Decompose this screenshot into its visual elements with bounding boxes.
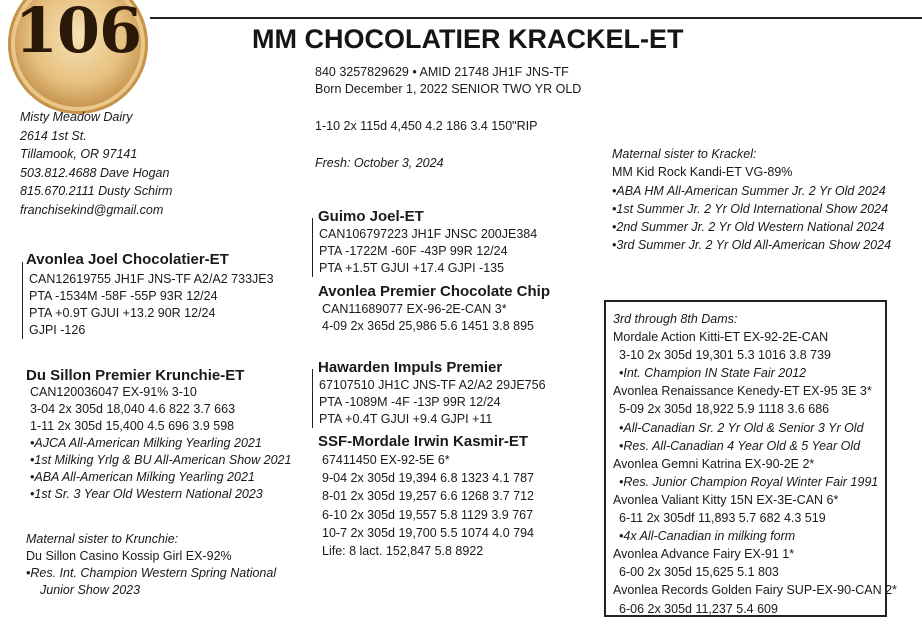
dam-sire-line-3: PTA +0.4T GJUI +9.4 GJPI +11 bbox=[319, 412, 493, 426]
dam5-name: Avonlea Gemni Katrina EX-90-2E 2* bbox=[613, 456, 815, 471]
sire-line-2: PTA -1534M -58F -55P 93R 12/24 bbox=[29, 289, 218, 303]
maternal-krackel-honor-3: •2nd Summer Jr. 2 Yr Old Western National 2024 bbox=[612, 220, 885, 235]
dam-sire-name: Hawarden Impuls Premier bbox=[318, 359, 503, 376]
dam3-line-2: •Int. Champion IN State Fair 2012 bbox=[619, 366, 807, 381]
dam8-name: Avonlea Records Golden Fairy SUP-EX-90-CAN 2* bbox=[613, 583, 897, 598]
dam-sire-line-2: PTA -1089M -4F -13P 99R 12/24 bbox=[319, 395, 501, 409]
sire-line-3: PTA +0.9T GJUI +13.2 90R 12/24 bbox=[29, 306, 216, 320]
dam-line-3: 1-11 2x 305d 15,400 4.5 696 3.9 598 bbox=[30, 419, 235, 433]
dam-name: Du Sillon Premier Krunchie-ET bbox=[26, 367, 245, 384]
dam-line-1: CAN120036047 EX-91% 3-10 bbox=[30, 385, 197, 399]
sire-dam-name: Avonlea Premier Chocolate Chip bbox=[318, 283, 551, 300]
sire-sire-name: Guimo Joel-ET bbox=[318, 208, 424, 225]
dam5-line-1: •Res. Junior Champion Royal Winter Fair 1991 bbox=[619, 474, 879, 489]
sire-sire-details bbox=[312, 218, 537, 277]
dam-dam-line-1: 67411450 EX-92-5E 6* bbox=[322, 453, 450, 467]
maternal-krackel-name: MM Kid Rock Kandi-ET VG-89% bbox=[612, 165, 793, 180]
sire-dam-line-1: CAN11689077 EX-96-2E-CAN 3* bbox=[322, 302, 507, 316]
dam-dam-line-5: 10-7 2x 305d 19,700 5.5 1074 4.0 794 bbox=[322, 525, 534, 540]
dam-honor-1: •AJCA All-American Milking Yearling 2021 bbox=[30, 436, 262, 450]
header-rule bbox=[150, 17, 922, 19]
consignor-phone-2: 815.670.2111 Dusty Schirm bbox=[20, 184, 173, 199]
id-line: 840 3257829629 • AMID 21748 JH1F JNS-TF bbox=[315, 65, 569, 79]
dam8-line-1: 6-06 2x 305d 11,237 5.4 609 bbox=[619, 601, 778, 616]
dam-dam-line-2: 9-04 2x 305d 19,394 6.8 1323 4.1 787 bbox=[322, 471, 534, 486]
sire-line-4: GJPI -126 bbox=[29, 323, 86, 337]
dam-dam-details bbox=[322, 451, 534, 560]
page-title: MM CHOCOLATIER KRACKEL-ET bbox=[252, 24, 684, 54]
dams-box-label: 3rd through 8th Dams: bbox=[613, 312, 738, 326]
dam3-line-1: 3-10 2x 305d 19,301 5.3 1016 3.8 739 bbox=[619, 348, 831, 363]
dam4-line-1: 5-09 2x 305d 18,922 5.9 1118 3.6 686 bbox=[619, 402, 830, 417]
dams-box-content bbox=[613, 310, 897, 618]
dam4-name: Avonlea Renaissance Kenedy-ET EX-95 3E 3* bbox=[613, 384, 872, 399]
dam-sire-line-1: 67107510 JH1C JNS-TF A2/A2 29JE756 bbox=[319, 378, 546, 392]
consignor-block bbox=[20, 108, 172, 220]
dam-dam-line-3: 8-01 2x 305d 19,257 6.6 1268 3.7 712 bbox=[322, 489, 534, 504]
record-line: 1-10 2x 115d 4,450 4.2 186 3.4 150"RIP bbox=[315, 119, 538, 133]
sire-sire-line-2: PTA -1722M -60F -43P 99R 12/24 bbox=[319, 244, 508, 258]
maternal-krackel-honor-2: •1st Summer Jr. 2 Yr Old International Show 2024 bbox=[612, 201, 889, 216]
dam-honor-3: •ABA All-American Milking Yearling 2021 bbox=[30, 470, 255, 484]
fresh-line: Fresh: October 3, 2024 bbox=[315, 156, 444, 170]
sire-line-1: CAN12619755 JH1F JNS-TF A2/A2 733JE3 bbox=[29, 272, 274, 286]
dam-honor-2: •1st Milking Yrlg & BU All-American Show 2021 bbox=[30, 453, 292, 467]
consignor-street: 2614 1st St. bbox=[20, 128, 87, 143]
dam7-name: Avonlea Advance Fairy EX-91 1* bbox=[613, 547, 795, 562]
maternal-krackel-honor-4: •3rd Summer Jr. 2 Yr Old All-American Show 2024 bbox=[612, 238, 892, 253]
born-line: Born December 1, 2022 SENIOR TWO YR OLD bbox=[315, 82, 582, 96]
maternal-krunchie-honor-2: Junior Show 2023 bbox=[40, 583, 141, 597]
maternal-krackel-honor-1: •ABA HM All-American Summer Jr. 2 Yr Old 2024 bbox=[612, 183, 886, 198]
maternal-krunchie bbox=[26, 531, 276, 599]
maternal-krunchie-name: Du Sillon Casino Kossip Girl EX-92% bbox=[26, 549, 232, 563]
dam-line-2: 3-04 2x 305d 18,040 4.6 822 3.7 663 bbox=[30, 402, 236, 416]
sire-sire-line-3: PTA +1.5T GJUI +17.4 GJPI -135 bbox=[319, 261, 505, 275]
dam-details bbox=[30, 384, 291, 503]
dam-dam-name: SSF-Mordale Irwin Kasmir-ET bbox=[318, 433, 529, 450]
dam-honor-4: •1st Sr. 3 Year Old Western National 2023 bbox=[30, 487, 263, 501]
sire-name: Avonlea Joel Chocolatier-ET bbox=[26, 251, 229, 268]
consignor-city: Tillamook, OR 97141 bbox=[20, 147, 138, 162]
dam4-line-3: •Res. All-Canadian 4 Year Old & 5 Year Old bbox=[619, 438, 861, 453]
dam-dam-line-4: 6-10 2x 305d 19,557 5.8 1129 3.9 767 bbox=[322, 507, 534, 522]
lot-badge bbox=[8, 0, 148, 114]
maternal-krunchie-honor-1: •Res. Int. Champion Western Spring National bbox=[26, 566, 277, 580]
dam-dam-line-6: Life: 8 lact. 152,847 5.8 8922 bbox=[322, 544, 484, 559]
sire-sire-line-1: CAN106797223 JH1F JNSC 200JE384 bbox=[319, 227, 538, 241]
lot-number: 106 bbox=[14, 0, 142, 67]
dam4-line-2: •All-Canadian Sr. 2 Yr Old & Senior 3 Yr Old bbox=[619, 420, 864, 435]
dam-sire-details bbox=[312, 369, 546, 428]
dam6-name: Avonlea Valiant Kitty 15N EX-3E-CAN 6* bbox=[613, 492, 839, 507]
sire-dam-details bbox=[322, 301, 534, 335]
dam3-name: Mordale Action Kitti-ET EX-92-2E-CAN bbox=[613, 330, 829, 345]
maternal-krunchie-label: Maternal sister to Krunchie: bbox=[26, 532, 179, 546]
consignor-email: franchisekind@gmail.com bbox=[20, 202, 164, 217]
dam6-line-2: •4x All-Canadian in milking form bbox=[619, 529, 796, 544]
maternal-krackel bbox=[612, 145, 891, 255]
sire-details bbox=[22, 262, 274, 339]
dam7-line-1: 6-00 2x 305d 15,625 5.1 803 bbox=[619, 565, 779, 580]
consignor-phone-1: 503.812.4688 Dave Hogan bbox=[20, 165, 170, 180]
dam6-line-1: 6-11 2x 305df 11,893 5.7 682 4.3 519 bbox=[619, 511, 826, 526]
sire-dam-line-2: 4-09 2x 365d 25,986 5.6 1451 3.8 895 bbox=[322, 319, 534, 333]
consignor-name: Misty Meadow Dairy bbox=[20, 110, 133, 124]
maternal-krackel-label: Maternal sister to Krackel: bbox=[612, 147, 757, 161]
